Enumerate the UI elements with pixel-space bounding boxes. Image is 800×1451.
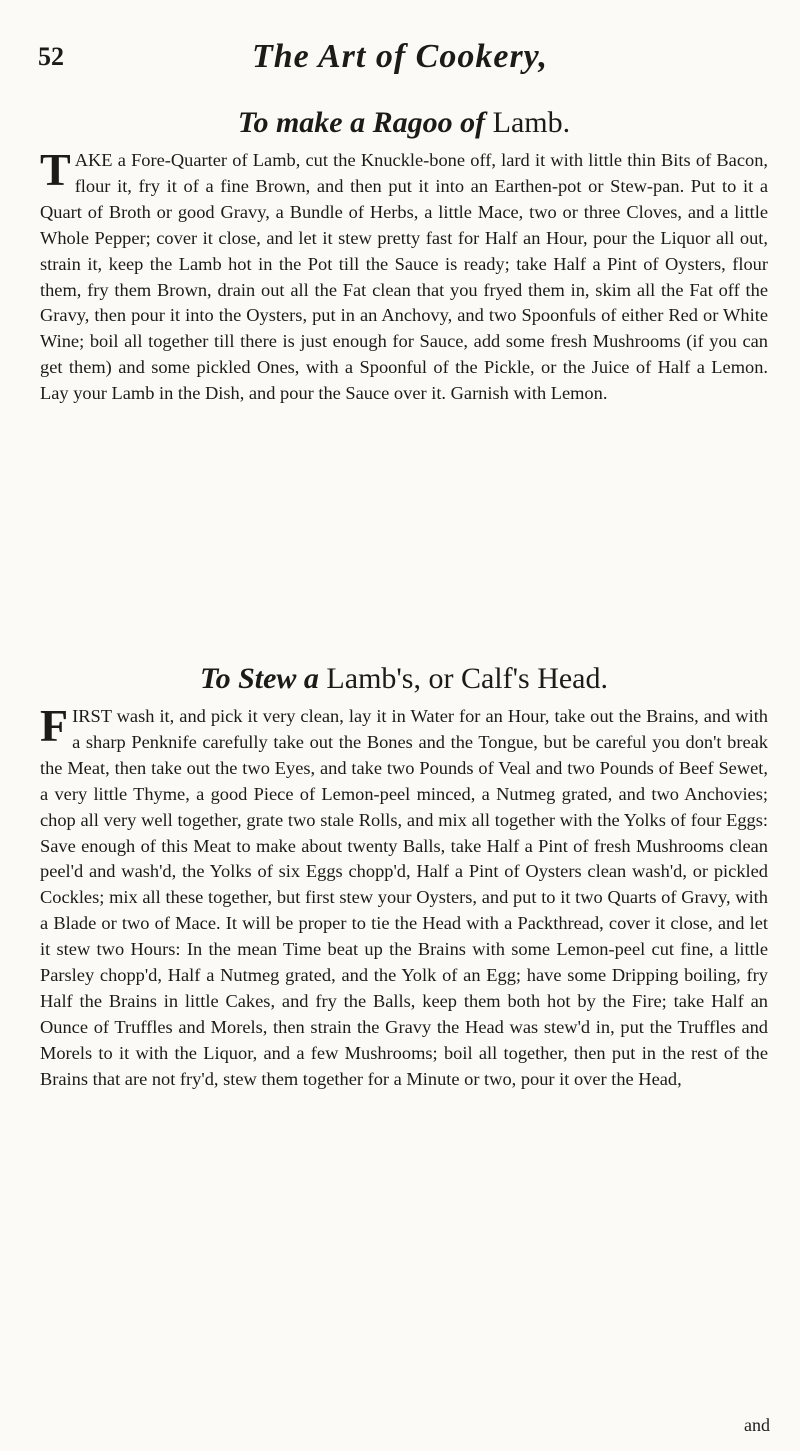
recipe-body [40,144,768,407]
recipe-title-roman: Lamb. [492,106,571,139]
recipe-title-italic: To Stew a [200,662,319,695]
drop-cap: T [40,144,71,195]
recipe-stew-head [40,660,768,1093]
running-head [0,38,800,88]
page-number: 52 [38,42,64,71]
recipe-body-text: AKE a Fore-Quarter of Lamb, cut the Knuckle-bone off, lard it with little thin Bits of Bacon, flour it, fry it of a fine Brown, and then put it into an Earthen-pot or Stew-pan. Put to it a Quart of Broth or good Gravy, a Bundle of Herbs, a little Mace, two or three Cloves, and a little Whole Pepper; cover it close, and let it stew pretty fast for Half an Hour, pour the Liquor all out, strain it, keep the Lamb hot in the Pot till the Sauce is ready; take Half a Pint of Oysters, flour them, fry them Brown, drain out all the Fat clean that you fryed them in, skim all the Fat off the Gravy, then pour it into the Oysters, put in an Anchovy, and two Spoonfuls of either Red or White Wine; boil all together till there is just enough for Sauce, add some fresh Mushrooms (if you can get them) and some pickled Ones, with a Spoonful of the Pickle, or the Juice of Half a Lemon. Lay your Lamb in the Dish, and pour the Sauce over it. Garnish with Lemon. [40,150,768,404]
recipe-body [40,700,768,1093]
book-title: The Art of Cookery, [251,38,548,75]
catchword: and [744,1415,770,1435]
recipe-body-text: IRST wash it, and pick it very clean, lay it in Water for an Hour, take out the Brains, and with a sharp Penknife carefully take out the Bones and the Tongue, but be careful you don't break the Meat, then take out the two Eyes, and take two Pounds of Veal and two Pounds of Beef Sewet, a very little Thyme, a good Piece of Lemon-peel minced, a Nutmeg grated, and two Anchovies; chop all very well together, grate two stale Rolls, and mix all together with the Yolks of four Eggs: Save enough of this Meat to make about twenty Balls, take Half a Pint of fresh Mushrooms clean peel'd and wash'd, the Yolks of six Eggs chopp'd, Half a Pint of Oysters clean wash'd, or pickled Cockles; mix all these together, but first stew your Oysters, and put to it two Quarts of Gravy, with a Blade or two of Mace. It will be proper to tie the Head with a Packthread, cover it close, and let it stew two Hours: In the mean Time beat up the Brains with some Lemon-peel cut fine, a little Parsley chopp'd, Half a Nutmeg grated, and the Yolk of an Egg; have some Dripping boiling, fry Half the Brains in little Cakes, and fry the Balls, keep them both hot by the Fire; take Half an Ounce of Truffles and Morels, then strain the Gravy the Head was stew'd in, put the Truffles and Morels to it with the Liquor, and a few Mushrooms; boil all together, then put in the rest of the Brains that are not fry'd, stew them together for a Minute or two, pour it over the Head, [40,706,768,1089]
drop-cap: F [40,700,69,751]
recipe-title [40,660,768,698]
recipe-title [40,104,768,142]
recipe-title-italic: To make a Ragoo of [237,106,486,139]
recipe-title-roman: Lamb's, or Calf's Head. [326,662,608,695]
recipe-ragoo-of-lamb [40,104,768,407]
